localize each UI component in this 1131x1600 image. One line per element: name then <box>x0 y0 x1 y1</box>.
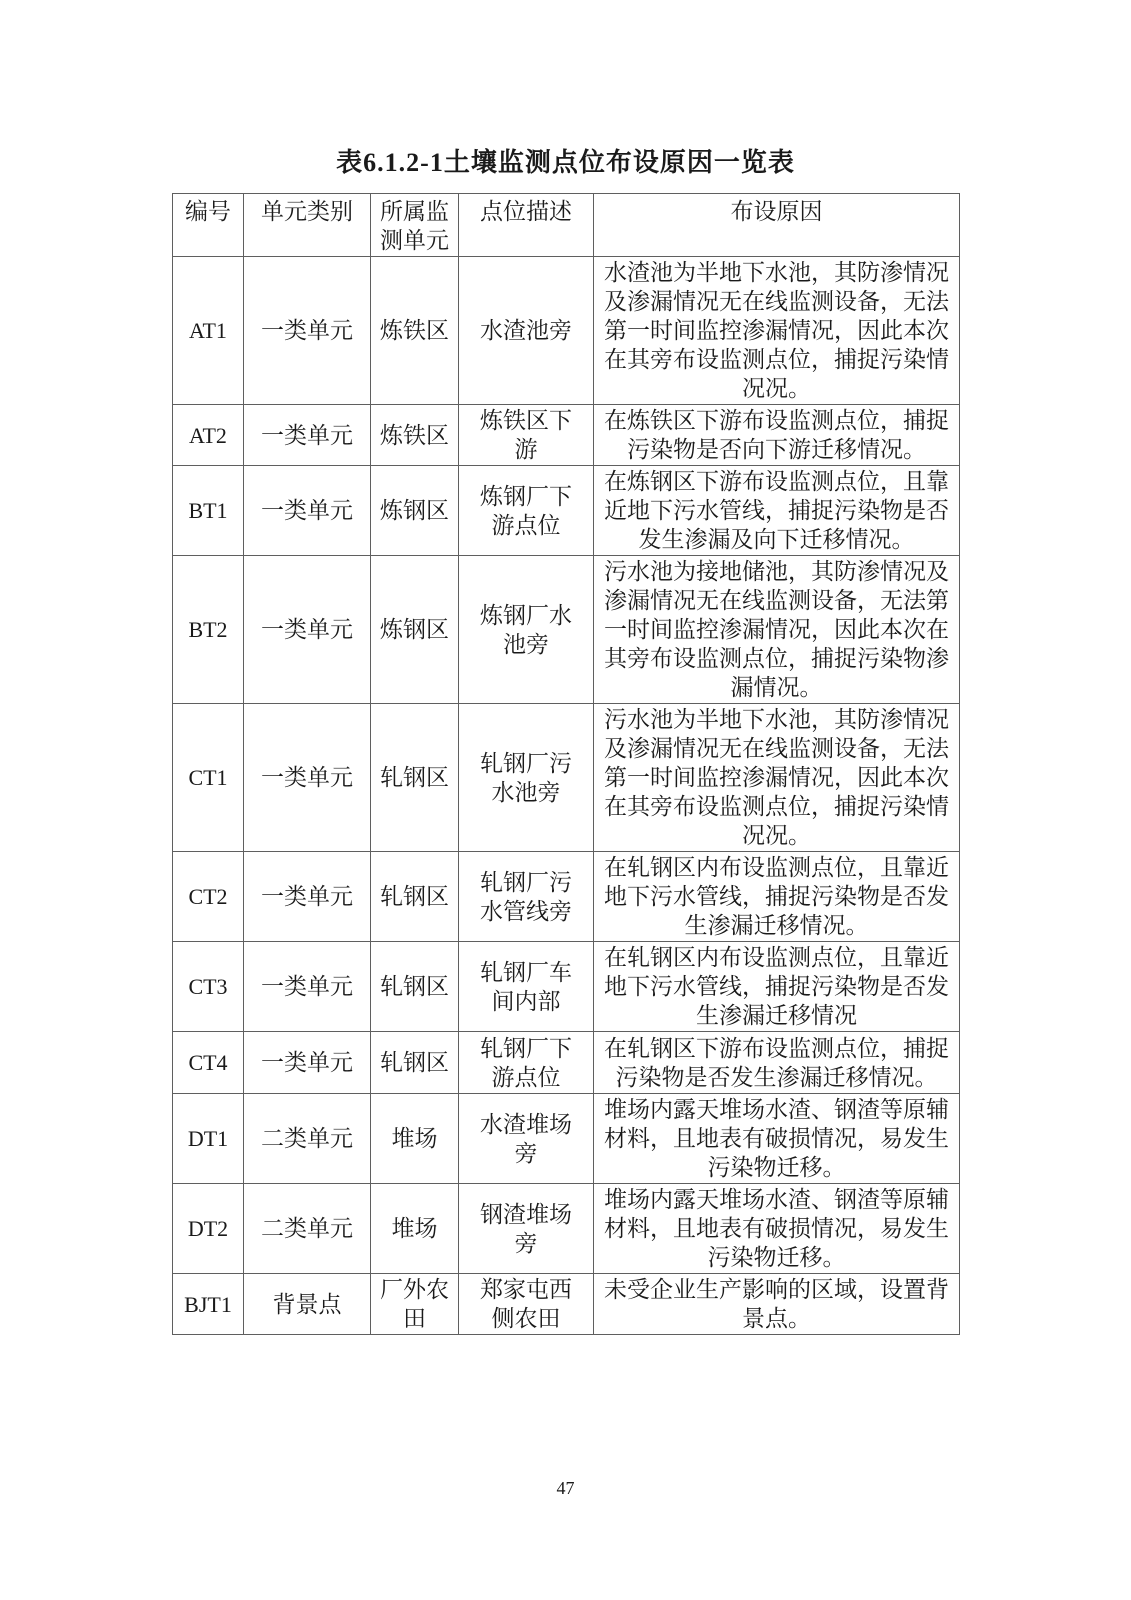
table-row <box>173 852 960 942</box>
cell-unit: 轧钢区 <box>371 942 459 1032</box>
table-row <box>173 704 960 852</box>
cell-point: 水渣池旁 <box>459 257 594 405</box>
header-category: 单元类别 <box>244 194 371 257</box>
cell-reason: 堆场内露天堆场水渣、钢渣等原辅材料，且地表有破损情况，易发生污染物迁移。 <box>594 1094 960 1184</box>
table-row <box>173 556 960 704</box>
cell-unit: 厂外农田 <box>371 1274 459 1335</box>
table-row <box>173 1184 960 1274</box>
cell-point: 炼钢厂水池旁 <box>459 556 594 704</box>
cell-reason: 在炼铁区下游布设监测点位，捕捉污染物是否向下游迁移情况。 <box>594 405 960 466</box>
table-row <box>173 1032 960 1094</box>
cell-id: BJT1 <box>173 1274 244 1335</box>
cell-reason: 在轧钢区内布设监测点位，且靠近地下污水管线，捕捉污染物是否发生渗漏迁移情况。 <box>594 852 960 942</box>
cell-point: 钢渣堆场旁 <box>459 1184 594 1274</box>
cell-point: 炼铁区下游 <box>459 405 594 466</box>
cell-category: 一类单元 <box>244 704 371 852</box>
cell-reason: 污水池为半地下水池，其防渗情况及渗漏情况无在线监测设备，无法第一时间监控渗漏情况，因此本次在其旁布设监测点位，捕捉污染情况况。 <box>594 704 960 852</box>
cell-unit: 炼铁区 <box>371 257 459 405</box>
cell-category: 背景点 <box>244 1274 371 1335</box>
cell-reason: 在轧钢区内布设监测点位，且靠近地下污水管线，捕捉污染物是否发生渗漏迁移情况 <box>594 942 960 1032</box>
cell-reason: 在轧钢区下游布设监测点位，捕捉污染物是否发生渗漏迁移情况。 <box>594 1032 960 1094</box>
cell-category: 一类单元 <box>244 556 371 704</box>
cell-reason: 水渣池为半地下水池，其防渗情况及渗漏情况无在线监测设备，无法第一时间监控渗漏情况，因此本次在其旁布设监测点位，捕捉污染情况况。 <box>594 257 960 405</box>
cell-reason: 未受企业生产影响的区域，设置背景点。 <box>594 1274 960 1335</box>
cell-unit: 轧钢区 <box>371 852 459 942</box>
cell-point: 水渣堆场旁 <box>459 1094 594 1184</box>
cell-unit: 堆场 <box>371 1184 459 1274</box>
cell-category: 二类单元 <box>244 1184 371 1274</box>
cell-unit: 炼铁区 <box>371 405 459 466</box>
monitoring-points-table <box>172 193 960 1335</box>
cell-category: 一类单元 <box>244 852 371 942</box>
table-row <box>173 466 960 556</box>
cell-category: 一类单元 <box>244 1032 371 1094</box>
page-title: 表6.1.2-1土壤监测点位布设原因一览表 <box>336 148 795 177</box>
cell-category: 一类单元 <box>244 942 371 1032</box>
cell-unit: 堆场 <box>371 1094 459 1184</box>
page-number: 47 <box>556 1478 575 1498</box>
cell-category: 一类单元 <box>244 466 371 556</box>
header-reason: 布设原因 <box>594 194 960 257</box>
table-row <box>173 1274 960 1335</box>
cell-unit: 炼钢区 <box>371 556 459 704</box>
table-row <box>173 405 960 466</box>
cell-id: CT1 <box>173 704 244 852</box>
cell-id: AT1 <box>173 257 244 405</box>
cell-id: CT4 <box>173 1032 244 1094</box>
cell-id: CT3 <box>173 942 244 1032</box>
cell-point: 轧钢厂车间内部 <box>459 942 594 1032</box>
cell-point: 炼钢厂下游点位 <box>459 466 594 556</box>
cell-category: 一类单元 <box>244 257 371 405</box>
cell-id: AT2 <box>173 405 244 466</box>
header-unit: 所属监测单元 <box>371 194 459 257</box>
cell-point: 轧钢厂污水池旁 <box>459 704 594 852</box>
cell-id: DT1 <box>173 1094 244 1184</box>
cell-reason: 堆场内露天堆场水渣、钢渣等原辅材料，且地表有破损情况，易发生污染物迁移。 <box>594 1184 960 1274</box>
table-row <box>173 257 960 405</box>
cell-unit: 轧钢区 <box>371 704 459 852</box>
cell-unit: 炼钢区 <box>371 466 459 556</box>
cell-id: DT2 <box>173 1184 244 1274</box>
header-point: 点位描述 <box>459 194 594 257</box>
table-row <box>173 1094 960 1184</box>
cell-id: CT2 <box>173 852 244 942</box>
table-header-row <box>173 194 960 257</box>
cell-id: BT2 <box>173 556 244 704</box>
cell-point: 轧钢厂下游点位 <box>459 1032 594 1094</box>
cell-id: BT1 <box>173 466 244 556</box>
cell-category: 一类单元 <box>244 405 371 466</box>
cell-point: 郑家屯西侧农田 <box>459 1274 594 1335</box>
cell-unit: 轧钢区 <box>371 1032 459 1094</box>
cell-category: 二类单元 <box>244 1094 371 1184</box>
table-row <box>173 942 960 1032</box>
cell-reason: 污水池为接地储池，其防渗情况及渗漏情况无在线监测设备，无法第一时间监控渗漏情况，因此本次在其旁布设监测点位，捕捉污染物渗漏情况。 <box>594 556 960 704</box>
cell-reason: 在炼钢区下游布设监测点位，且靠近地下污水管线，捕捉污染物是否发生渗漏及向下迁移情况。 <box>594 466 960 556</box>
cell-point: 轧钢厂污水管线旁 <box>459 852 594 942</box>
header-id: 编号 <box>173 194 244 257</box>
